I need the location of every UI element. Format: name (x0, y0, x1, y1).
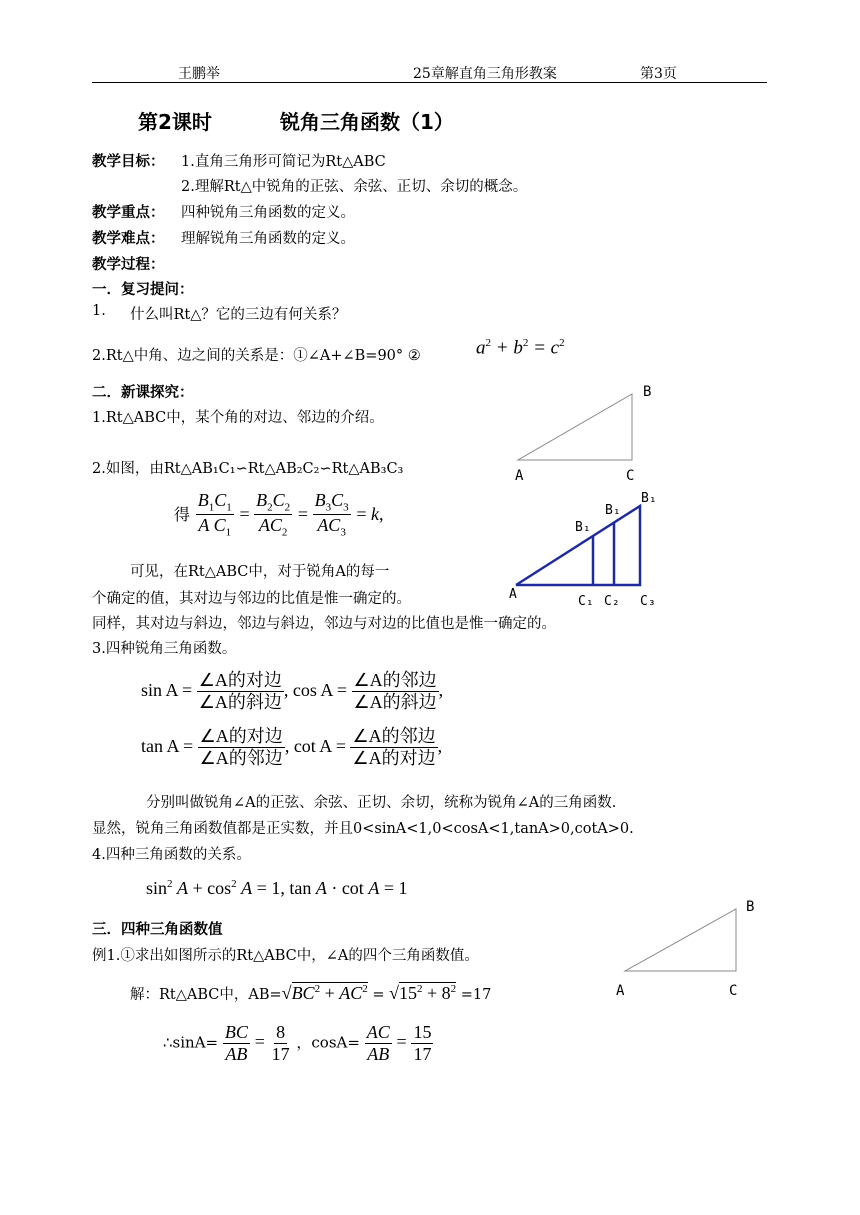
fig2-label-C1: C₁ (578, 594, 594, 609)
q1-text: 什么叫Rt△？它的三边有何关系？ (130, 307, 347, 323)
ratio-1: $\frac{B_1C_1}{A C_1}$ (197, 490, 232, 539)
section2-p4: 4.四种三角函数的关系。 (92, 847, 251, 863)
difficulty-label: 教学难点： (92, 231, 165, 247)
sin-label: sin A (141, 679, 178, 700)
triangle-figure-1 (500, 378, 680, 488)
outer-triangle (516, 506, 640, 585)
sin-cos-values: ∴sinA= $\frac{BC}{AB}$ = $\frac{8}{17}$ ，cosA= $\frac{AC}{AB}$ = $\frac{15}{17}$ (163, 1022, 432, 1064)
triangle-3-shape (625, 909, 736, 971)
similar-triangles-figure (498, 488, 678, 613)
objectives-label: 教学目标： (92, 154, 165, 170)
q2-text: 2.Rt△中角、边之间的关系是：①∠A+∠B=90° ② (92, 348, 421, 364)
ratio-equation: 得 $\frac{B_1C_1}{A C_1}$ = $\frac{B_2C_2}{AC_2}$ = $\frac{B_3C_3}{AC_3}$ = k, (174, 490, 384, 539)
solution-line: 解：Rt△ABC中，$AB=√BC^2 + AC^2 = √15^2 + 8^2 =17$ (130, 983, 492, 1003)
header-author: 王鹏举 (178, 66, 220, 82)
lesson-topic: 锐角三角函数（1） (280, 110, 454, 134)
identity-formula: $\sin^2 A + \cos^2 A = 1$, tan A · cot A = 1 (146, 878, 408, 898)
example-1: 例1.①求出如图所示的Rt△ABC中，∠A的四个三角函数值。 (92, 948, 479, 964)
difficulty-text: 理解锐角三角函数的定义。 (181, 231, 355, 247)
note-line-3: 同样，其对边与斜边，邻边与斜边，邻边与对边的比值也是惟一确定的。 (92, 616, 556, 632)
fig1-label-A: A (515, 468, 524, 484)
fig2-label-B3: B₁ (641, 491, 657, 506)
de-text: 得 (174, 505, 191, 524)
cos-denominator: ∠A的斜边 (353, 691, 437, 712)
fig1-label-B: B (643, 384, 652, 400)
ratio-3: $\frac{B_3C_3}{AC_3}$ (314, 490, 349, 539)
cot-label: cot A (293, 735, 332, 756)
section2-p3: 3.四种锐角三角函数。 (92, 641, 237, 657)
objective-1: 1.直角三角形可简记为Rt△ABC (181, 154, 386, 170)
solution-prefix: 解：Rt△ABC中，AB= (130, 987, 282, 1003)
sin-numerator: ∠A的对边 (198, 670, 282, 690)
tan-numerator: ∠A的对边 (199, 726, 283, 746)
pythagoras-formula: $a^2 + b^2 = c^2$ (476, 337, 565, 359)
header-page-number: 第3页 (640, 66, 677, 82)
header-doc-title: 25章解直角三角形教案 (413, 66, 557, 82)
cos-prefix: ，cosA= (296, 1033, 360, 1052)
section2-p1: 1.Rt△ABC中，某个角的对边、邻边的介绍。 (92, 410, 384, 426)
fig1-label-C: C (626, 468, 635, 484)
ratio-2: $\frac{B_2C_2}{AC_2}$ (256, 490, 291, 539)
fig2-label-C3: C₃ (640, 594, 656, 609)
header-rule (92, 82, 767, 83)
triangle-1-shape (518, 394, 632, 460)
fig2-label-B2: B₁ (605, 503, 621, 518)
sin-denominator: ∠A的斜边 (198, 691, 282, 712)
after-definition-1: 分别叫做锐角∠A的正弦、余弦、正切、余切，统称为锐角∠A的三角函数. (146, 795, 617, 811)
cos-numerator: ∠A的邻边 (353, 670, 437, 690)
q1-number: 1. (92, 303, 106, 319)
triangle-figure-3 (610, 895, 785, 1005)
cos-label: cos A (292, 679, 333, 700)
solution-result: =17 (460, 987, 492, 1003)
fig3-label-C: C (729, 983, 738, 999)
note-line-1: 可见，在Rt△ABC中，对于锐角A的每一 (130, 564, 390, 580)
fig3-label-B: B (746, 899, 755, 915)
tan-cot-definition: tan A = $\frac{\text{∠A的对边}}{\text{∠A的邻边}}$ , cot A = $\frac{\text{∠A的邻边}}{\text{∠A的对边}}$ , (141, 726, 443, 768)
objective-2: 2.理解Rt△中锐角的正弦、余弦、正切、余切的概念。 (181, 179, 528, 195)
note-line-2: 个确定的值，其对边与邻边的比值是惟一确定的。 (92, 591, 411, 607)
key-point-text: 四种锐角三角函数的定义。 (181, 205, 355, 221)
section2-heading: 二．新课探究： (92, 385, 194, 401)
section2-p2: 2.如图，由Rt△AB₁C₁∽Rt△AB₂C₂∽Rt△AB₃C₃ (92, 461, 404, 477)
section1-heading: 一．复习提问： (92, 282, 194, 298)
tan-label: tan A (141, 735, 179, 756)
cot-numerator: ∠A的邻边 (352, 726, 436, 746)
section3-heading: 三．四种三角函数值 (92, 922, 223, 938)
sqrt-bc-ac: $√BC^2 + AC^2$ (281, 983, 368, 1003)
key-point-label: 教学重点： (92, 205, 165, 221)
sqrt-15-8: $√15^2 + 8^2$ (389, 983, 457, 1003)
fig2-label-B1: B₁ (575, 520, 591, 535)
process-label: 教学过程： (92, 257, 165, 273)
cot-denominator: ∠A的对边 (352, 747, 436, 768)
fig3-label-A: A (616, 983, 625, 999)
therefore-sin: ∴sinA= (163, 1033, 219, 1052)
fig2-label-C2: C₂ (604, 594, 620, 609)
fig2-label-A: A (509, 587, 517, 602)
sin-cos-definition: sin A = $\frac{\text{∠A的对边}}{\text{∠A的斜边}}$ , cos A = $\frac{\text{∠A的邻边}}{\text{∠A的斜边}}$ , (141, 670, 444, 712)
after-definition-2: 显然，锐角三角函数值都是正实数，并且0<sinA<1,0<cosA<1,tanA>0,cotA>0. (92, 821, 634, 837)
tan-denominator: ∠A的邻边 (199, 747, 283, 768)
lesson-number: 第2课时 (138, 110, 212, 134)
